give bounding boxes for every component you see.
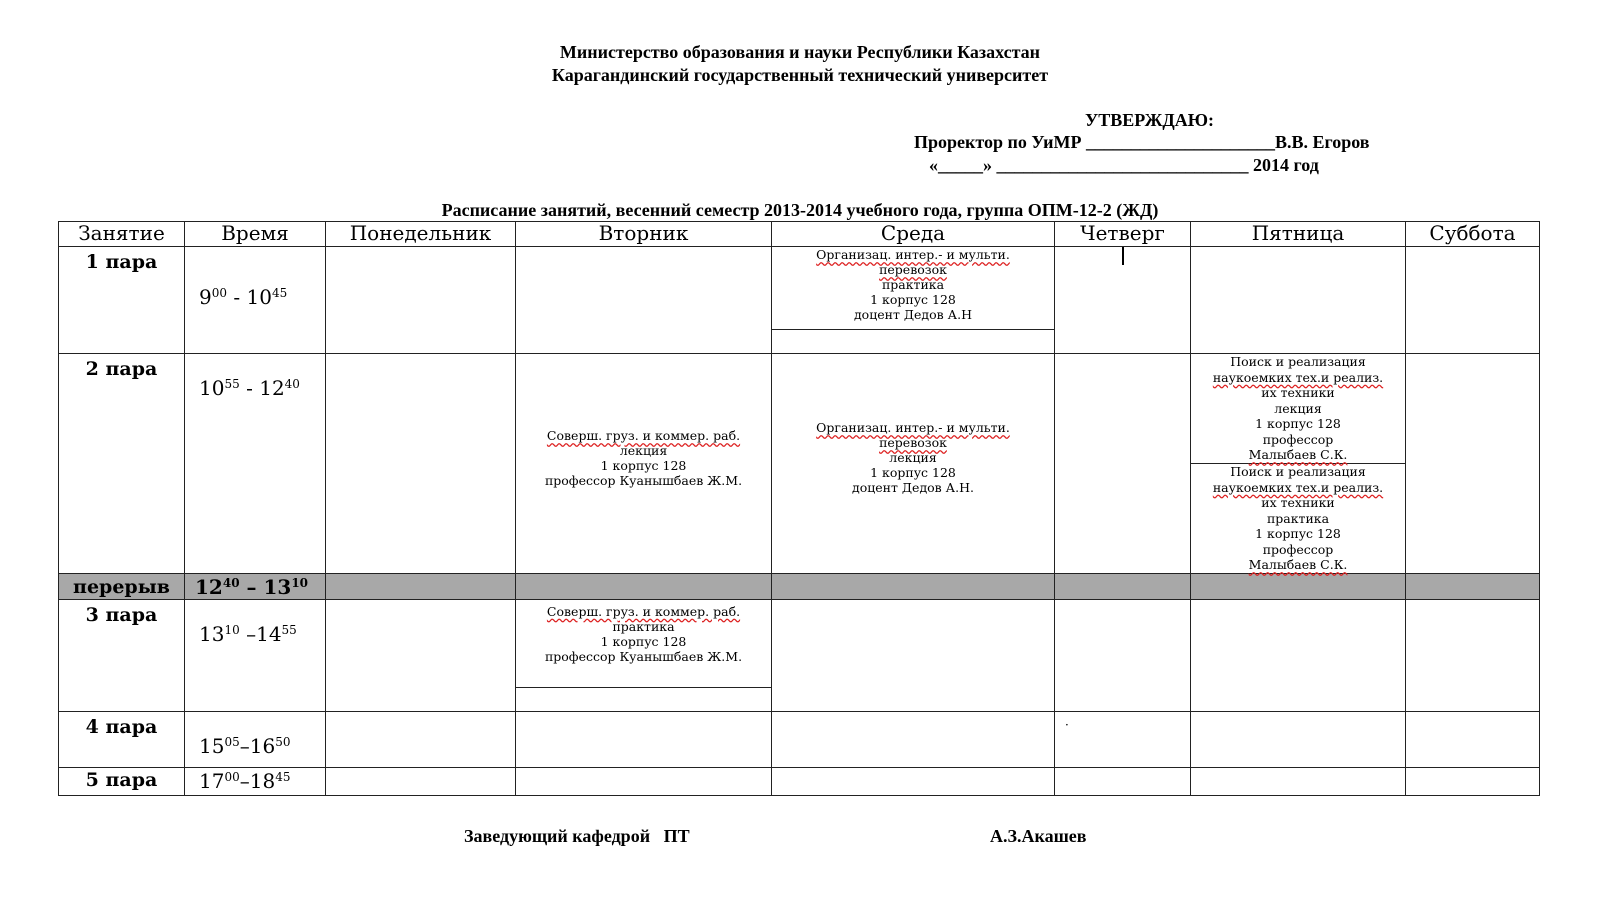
cell-fri-p2: [1191, 354, 1406, 574]
cell-thu-p3: [1055, 599, 1191, 711]
col-header-monday: Понедельник: [326, 222, 516, 247]
col-header-time: Время: [185, 222, 326, 247]
break-time: $12^{40} - 13^{10}$: [195, 574, 309, 599]
lesson-name: 2 пара: [85, 358, 158, 380]
lesson-time: $13^{10}$ $-14^{55}$: [199, 621, 297, 646]
schedule-entry: Соверш. груз. и коммер. раб. лекция 1 корпус 128 профессор Куанышбаев Ж.М.: [544, 428, 743, 488]
cell-thu-p4: [1055, 711, 1191, 767]
approval-position-line: Проректор по УиМР _____________________В.В. Егоров: [914, 132, 1370, 152]
table-row: [59, 599, 1540, 711]
cell-sat-p4: [1406, 711, 1540, 767]
lesson-time: $15^{05}-16^{50}$: [199, 733, 291, 758]
cell-tue-p5: [516, 767, 772, 795]
schedule-entry: Поиск и реализация наукоемких тех.и реализ. их техники лекция 1 корпус 128 профессор Малыбаев С.К.: [1191, 354, 1405, 464]
cell-wed-p1: [772, 247, 1055, 354]
cell-sat-p1: [1406, 247, 1540, 354]
approval-heading: УТВЕРЖДАЮ:: [1085, 110, 1215, 130]
break-label: перерыв: [73, 575, 170, 598]
col-header-wednesday: Среда: [772, 222, 1055, 247]
cell-tue-p3: [516, 599, 772, 711]
col-header-lesson: Занятие: [59, 222, 185, 247]
university-heading: Карагандинский государственный технический университет: [551, 65, 1049, 85]
cell-wed-p3: [772, 599, 1055, 711]
ministry-heading: Министерство образования и науки Республики Казахстан: [559, 42, 1041, 62]
table-row: [59, 354, 1540, 574]
text-cursor: [1122, 247, 1124, 265]
cell-tue-p4: [516, 711, 772, 767]
cell-mon-p5: [326, 767, 516, 795]
cell-tue-p1: [516, 247, 772, 354]
schedule-entry: Поиск и реализация наукоемких тех.и реализ. их техники практика 1 корпус 128 профессор Малыбаев С.К.: [1212, 464, 1384, 572]
table-row: [59, 767, 1540, 795]
cell-mon-p3: [326, 599, 516, 711]
stray-dot-icon: ·: [1065, 717, 1069, 732]
schedule-title: Расписание занятий, весенний семестр 2013-2014 учебного года, группа ОПМ-12-2 (ЖД): [441, 200, 1159, 220]
footer-name: А.З.Акашев: [990, 826, 1087, 846]
cell-fri-p4: [1191, 711, 1406, 767]
cell-thu-p1: [1055, 247, 1191, 354]
cell-wed-p4: [772, 711, 1055, 767]
cell-mon-p1: [326, 247, 516, 354]
cell-fri-p3: [1191, 599, 1406, 711]
lesson-time: $17^{00}-18^{45}$: [199, 768, 291, 793]
cell-sat-p3: [1406, 599, 1540, 711]
cell-sat-p2: [1406, 354, 1540, 574]
header-row: [59, 222, 1540, 247]
schedule-entry: Организац. интер.- и мульти. перевозок практика 1 корпус 128 доцент Дедов А.Н: [772, 247, 1054, 330]
table-row: [59, 711, 1540, 767]
col-header-thursday: Четверг: [1055, 222, 1191, 247]
col-header-friday: Пятница: [1191, 222, 1406, 247]
approval-date-line: «_____» ____________________________ 2014 год: [929, 155, 1319, 175]
break-row: [59, 573, 1540, 599]
lesson-name: 1 пара: [85, 251, 158, 273]
footer-position: Заведующий кафедрой ПТ: [464, 826, 690, 846]
lesson-name: 5 пара: [85, 768, 158, 791]
table-row: [59, 247, 1540, 354]
cell-fri-p5: [1191, 767, 1406, 795]
cell-thu-p2: [1055, 354, 1191, 574]
schedule-entry: Организац. интер.- и мульти. перевозок лекция 1 корпус 128 доцент Дедов А.Н.: [816, 420, 1010, 495]
cell-thu-p5: [1055, 767, 1191, 795]
cell-mon-p4: [326, 711, 516, 767]
cell-wed-p2: [772, 354, 1055, 574]
schedule-table: [58, 221, 1540, 796]
cell-wed-p5: [772, 767, 1055, 795]
col-header-tuesday: Вторник: [516, 222, 772, 247]
col-header-saturday: Суббота: [1406, 222, 1540, 247]
cell-mon-p2: [326, 354, 516, 574]
lesson-time: $10^{55} - 12^{40}$: [199, 376, 300, 400]
cell-sat-p5: [1406, 767, 1540, 795]
lesson-time: $9^{00} - 10^{45}$: [199, 285, 288, 309]
schedule-entry: Соверш. груз. и коммер. раб. практика 1 корпус 128 профессор Куанышбаев Ж.М.: [516, 600, 771, 688]
cell-tue-p2: [516, 354, 772, 574]
lesson-name: 3 пара: [85, 603, 158, 626]
cell-fri-p1: [1191, 247, 1406, 354]
lesson-name: 4 пара: [85, 715, 158, 738]
